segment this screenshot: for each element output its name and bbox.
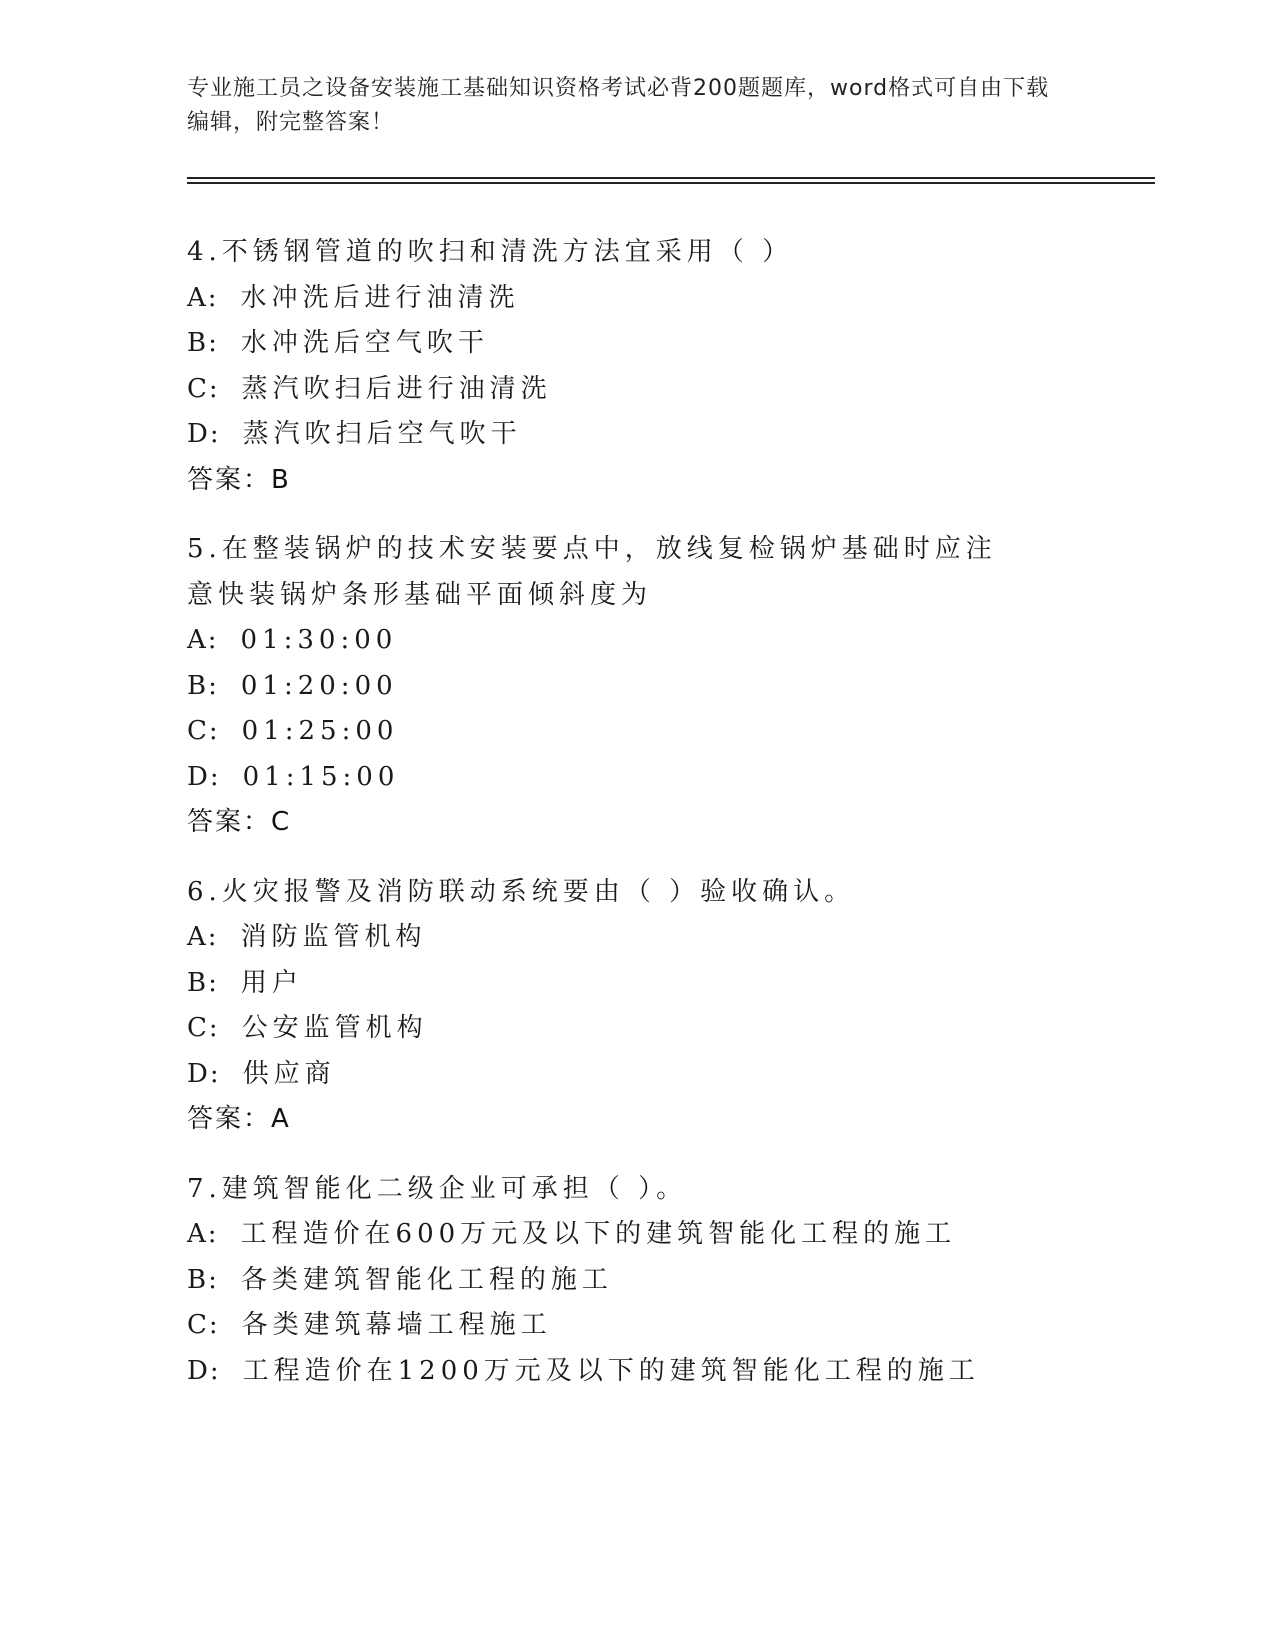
answer-line — [187, 800, 1147, 846]
question-stem: 7.建筑智能化二级企业可承担（ ）。 — [187, 1173, 688, 1204]
option-text: 蒸汽吹扫后空气吹干 — [242, 419, 522, 449]
option-c — [187, 709, 1147, 755]
option-text: 工程造价在1200万元及以下的建筑智能化工程的施工 — [242, 1355, 980, 1386]
option-letter: D: — [187, 761, 221, 792]
option-letter: C: — [187, 716, 220, 746]
option-text: 公安监管机构 — [241, 1013, 428, 1043]
option-text: 蒸汽吹扫后进行油清洗 — [241, 373, 552, 404]
option-letter: A: — [187, 922, 219, 952]
option-b — [187, 321, 1147, 367]
option-letter: B: — [187, 1264, 219, 1295]
question-stem: 5.在整装锅炉的技术安装要点中，放线复检锅炉基础时应注意快装锅炉条形基础平面倾斜度为 — [187, 534, 997, 610]
option-letter: A: — [187, 1219, 219, 1249]
answer-line — [187, 458, 1147, 504]
question-6 — [187, 870, 1147, 1143]
option-letter: B: — [187, 967, 219, 998]
option-letter: D: — [187, 419, 221, 449]
option-text: 消防监管机构 — [240, 922, 427, 952]
question-stem: 4.不锈钢管道的吹扫和清洗方法宜采用（ ） — [187, 237, 794, 267]
option-d — [187, 1349, 1147, 1395]
option-c — [187, 1303, 1147, 1349]
option-letter: C: — [187, 1013, 220, 1043]
option-letter: B: — [187, 670, 219, 701]
option-b — [187, 961, 1147, 1007]
document-header: 专业施工员之设备安装施工基础知识资格考试必背200题题库，word格式可自由下载编辑，附完整答案！ — [187, 76, 1050, 135]
option-a — [187, 915, 1147, 961]
header-rule-bottom — [187, 182, 1155, 184]
option-letter: D: — [187, 1355, 221, 1386]
answer-label: 答案： — [187, 807, 272, 837]
question-5 — [187, 527, 1147, 846]
answer-label: 答案： — [187, 1104, 272, 1134]
option-letter: B: — [187, 328, 219, 358]
header-rule-top — [187, 177, 1155, 179]
option-letter: C: — [187, 373, 220, 404]
answer-label: 答案： — [187, 464, 272, 495]
option-text: 供应商 — [242, 1058, 336, 1089]
question-list — [187, 230, 1147, 1418]
option-text: 01:15:00 — [242, 761, 400, 792]
option-d — [187, 1052, 1147, 1098]
option-b — [187, 664, 1147, 710]
answer-line — [187, 1097, 1147, 1143]
option-letter: C: — [187, 1310, 220, 1340]
option-b — [187, 1258, 1147, 1304]
question-stem: 6.火灾报警及消防联动系统要由（ ）验收确认。 — [187, 876, 856, 907]
answer-value: B — [271, 464, 289, 495]
option-text: 各类建筑幕墙工程施工 — [241, 1310, 552, 1340]
option-d — [187, 412, 1147, 458]
option-text: 01:25:00 — [241, 716, 399, 746]
option-text: 水冲洗后进行油清洗 — [240, 282, 520, 313]
question-4 — [187, 230, 1147, 503]
answer-value: A — [271, 1104, 289, 1134]
option-letter: A: — [187, 282, 219, 313]
option-a — [187, 1212, 1147, 1258]
question-7 — [187, 1167, 1147, 1395]
option-text: 用户 — [240, 967, 303, 998]
option-text: 工程造价在600万元及以下的建筑智能化工程的施工 — [240, 1219, 957, 1249]
option-a — [187, 618, 1147, 664]
option-c — [187, 367, 1147, 413]
option-d — [187, 755, 1147, 801]
option-c — [187, 1006, 1147, 1052]
answer-value: C — [271, 807, 290, 837]
option-text: 水冲洗后空气吹干 — [240, 328, 489, 358]
option-text: 01:20:00 — [240, 670, 398, 701]
option-a — [187, 276, 1147, 322]
option-text: 01:30:00 — [240, 625, 398, 655]
option-text: 各类建筑智能化工程的施工 — [240, 1264, 613, 1295]
option-letter: D: — [187, 1058, 221, 1089]
option-letter: A: — [187, 625, 219, 655]
